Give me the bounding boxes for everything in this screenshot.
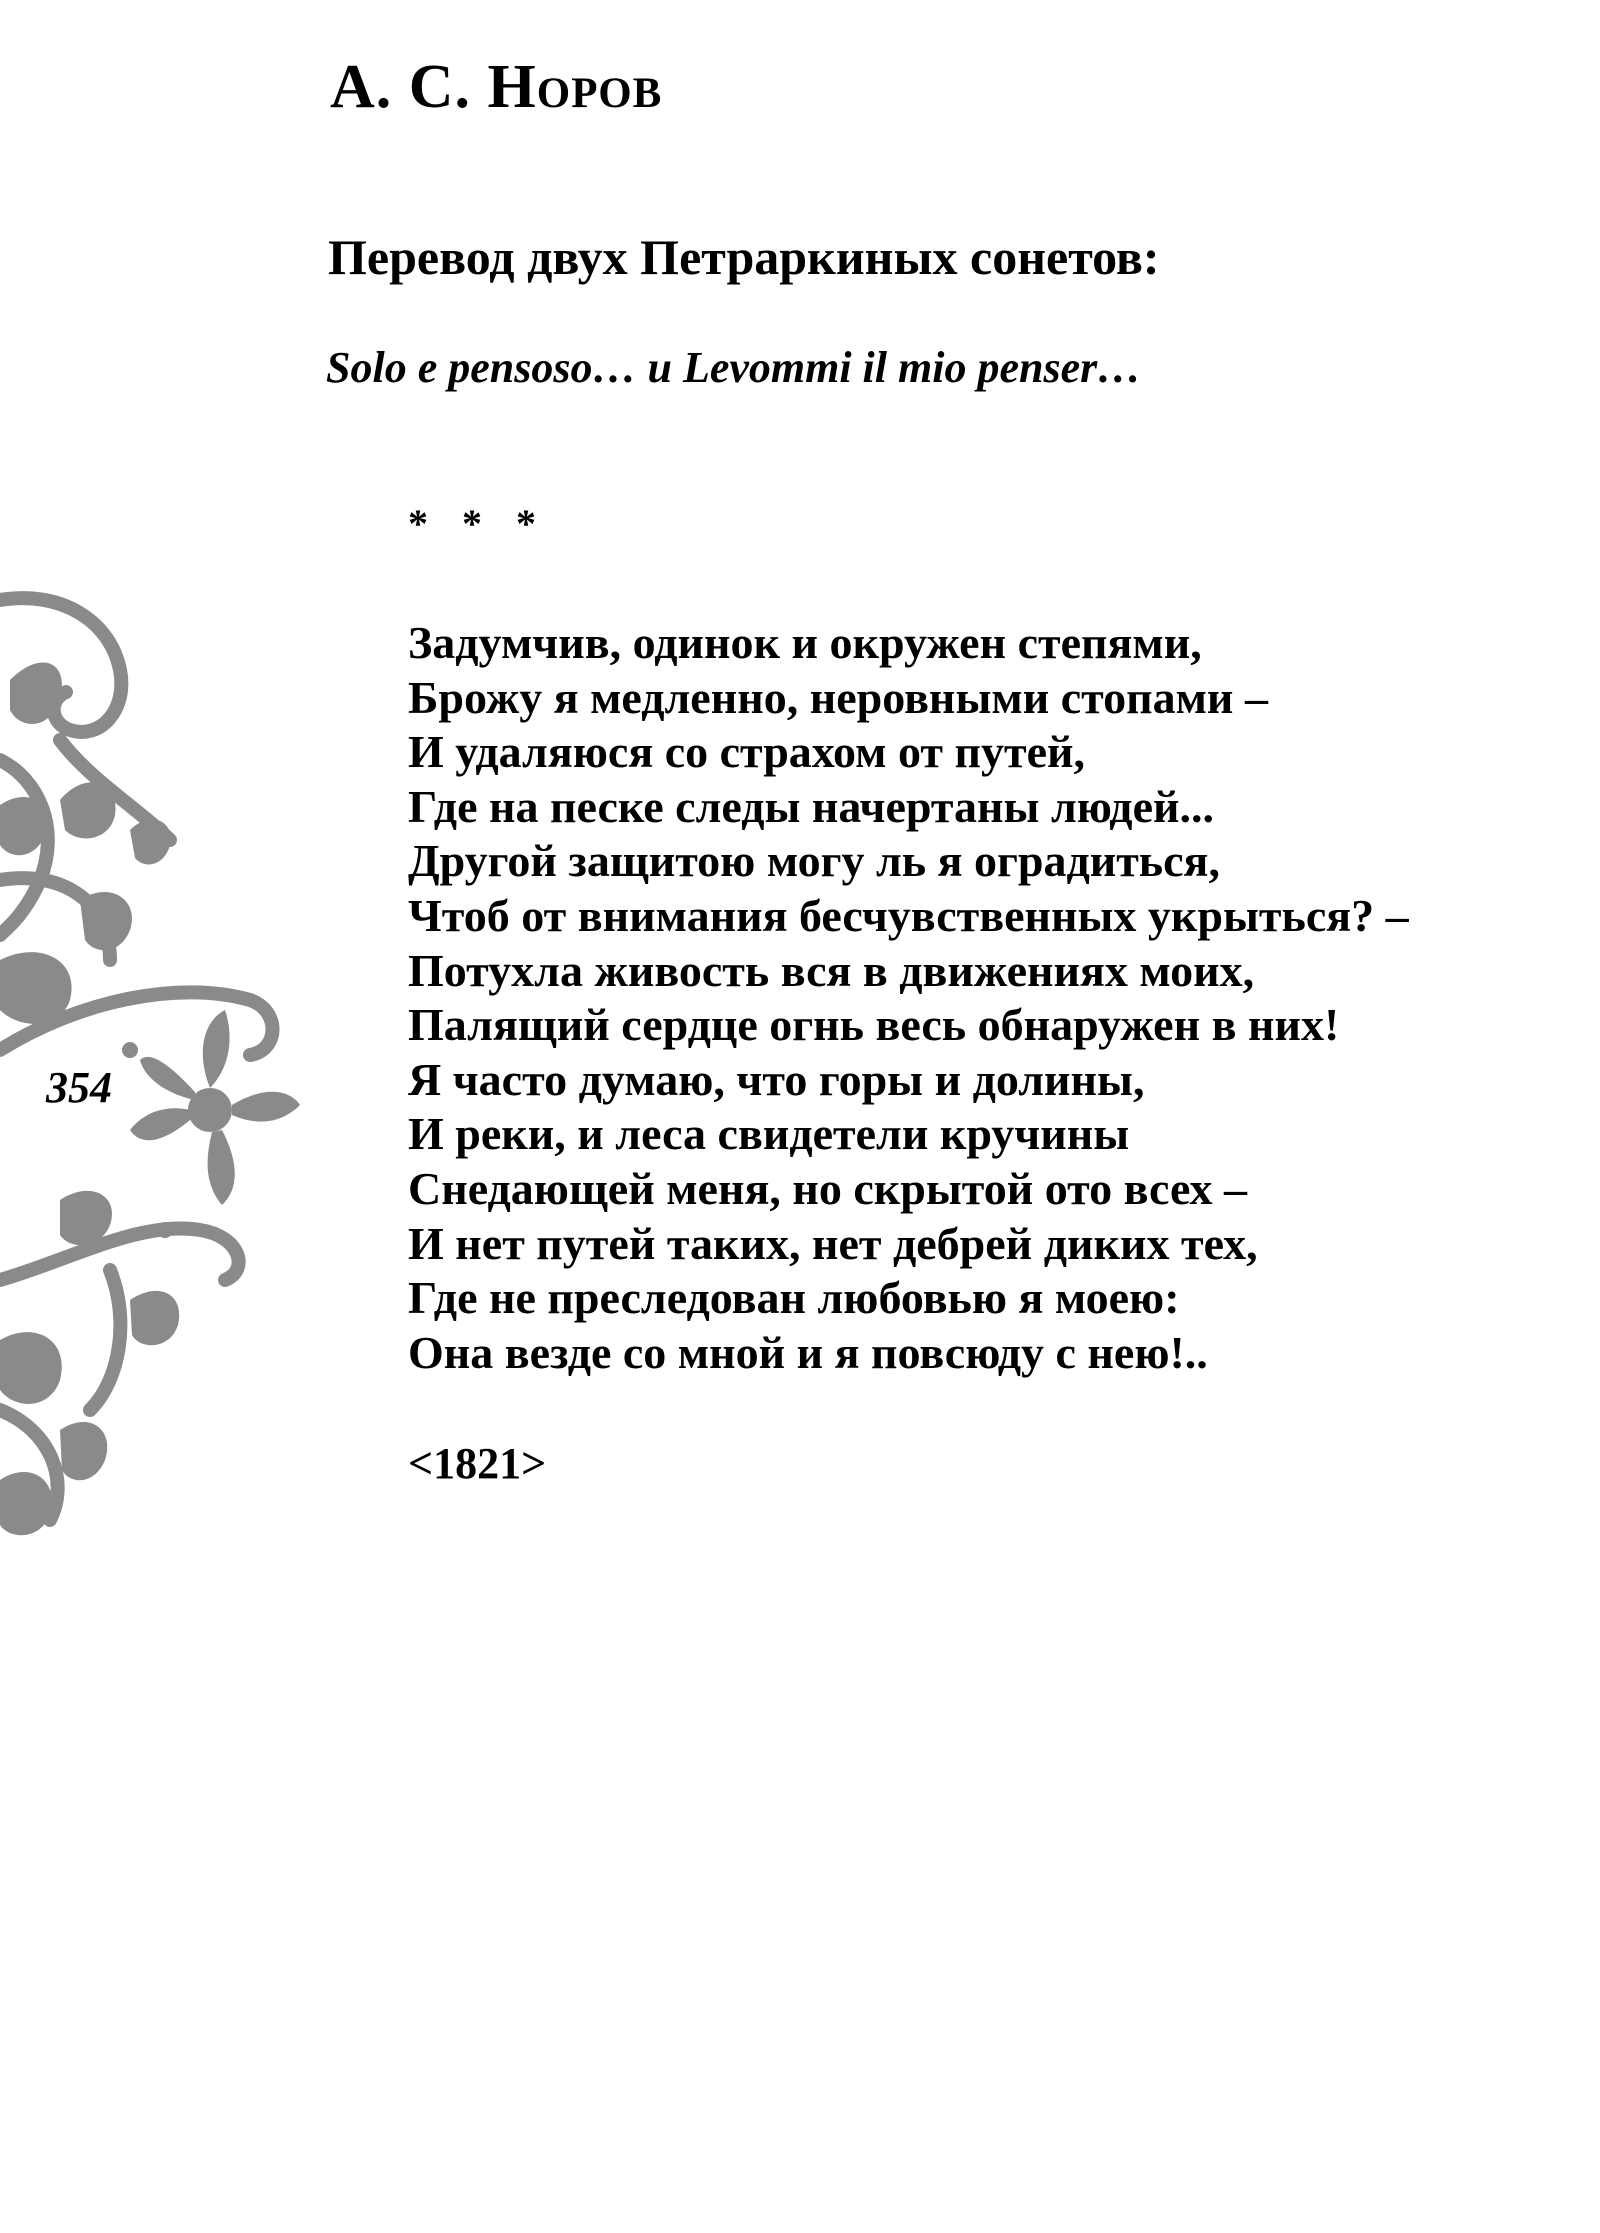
poem-line: Где на песке следы начертаны людей...	[408, 780, 1214, 832]
poem-collection-title: Перевод двух Петраркиных сонетов:	[328, 229, 1160, 285]
poem-date: <1821>	[408, 1439, 547, 1488]
poem-line: Потухла живость вся в движениях моих,	[408, 944, 1255, 996]
poem-subtitle: Solo e pensoso… и Levommi il mio penser…	[326, 343, 1142, 392]
poem-line: Задумчив, одинок и окружен степями,	[408, 617, 1202, 668]
poem-line: Брожу я медленно, неровными стопами –	[408, 671, 1268, 723]
poem-line: И удаляюся со страхом от путей,	[408, 726, 1085, 778]
page-number: 354	[46, 1063, 112, 1112]
poem-text	[408, 616, 1409, 1380]
poem-line: Другой защитою могу ль я оградиться,	[408, 835, 1220, 887]
poem-line: Она везде со мной и я повсюду с нею!..	[408, 1326, 1208, 1378]
poem-line: И нет путей таких, нет дебрей диких тех,	[408, 1217, 1258, 1269]
floral-ornament-icon	[0, 580, 300, 1570]
section-separator: * * *	[408, 501, 548, 546]
poem-line: Снедающей меня, но скрытой ото всех –	[408, 1162, 1248, 1214]
poem-line: Чтоб от внимания бесчувственных укрыться? –	[408, 889, 1409, 941]
poem-line: Где не преследован любовью я моею:	[408, 1272, 1180, 1324]
poem-line: Я часто думаю, что горы и долины,	[408, 1053, 1145, 1105]
author-name: А. С. Норов	[330, 53, 663, 121]
poem-line: Палящий сердце огнь весь обнаружен в них!	[408, 999, 1340, 1051]
poem-line: И реки, и леса свидетели кручины	[408, 1108, 1130, 1160]
